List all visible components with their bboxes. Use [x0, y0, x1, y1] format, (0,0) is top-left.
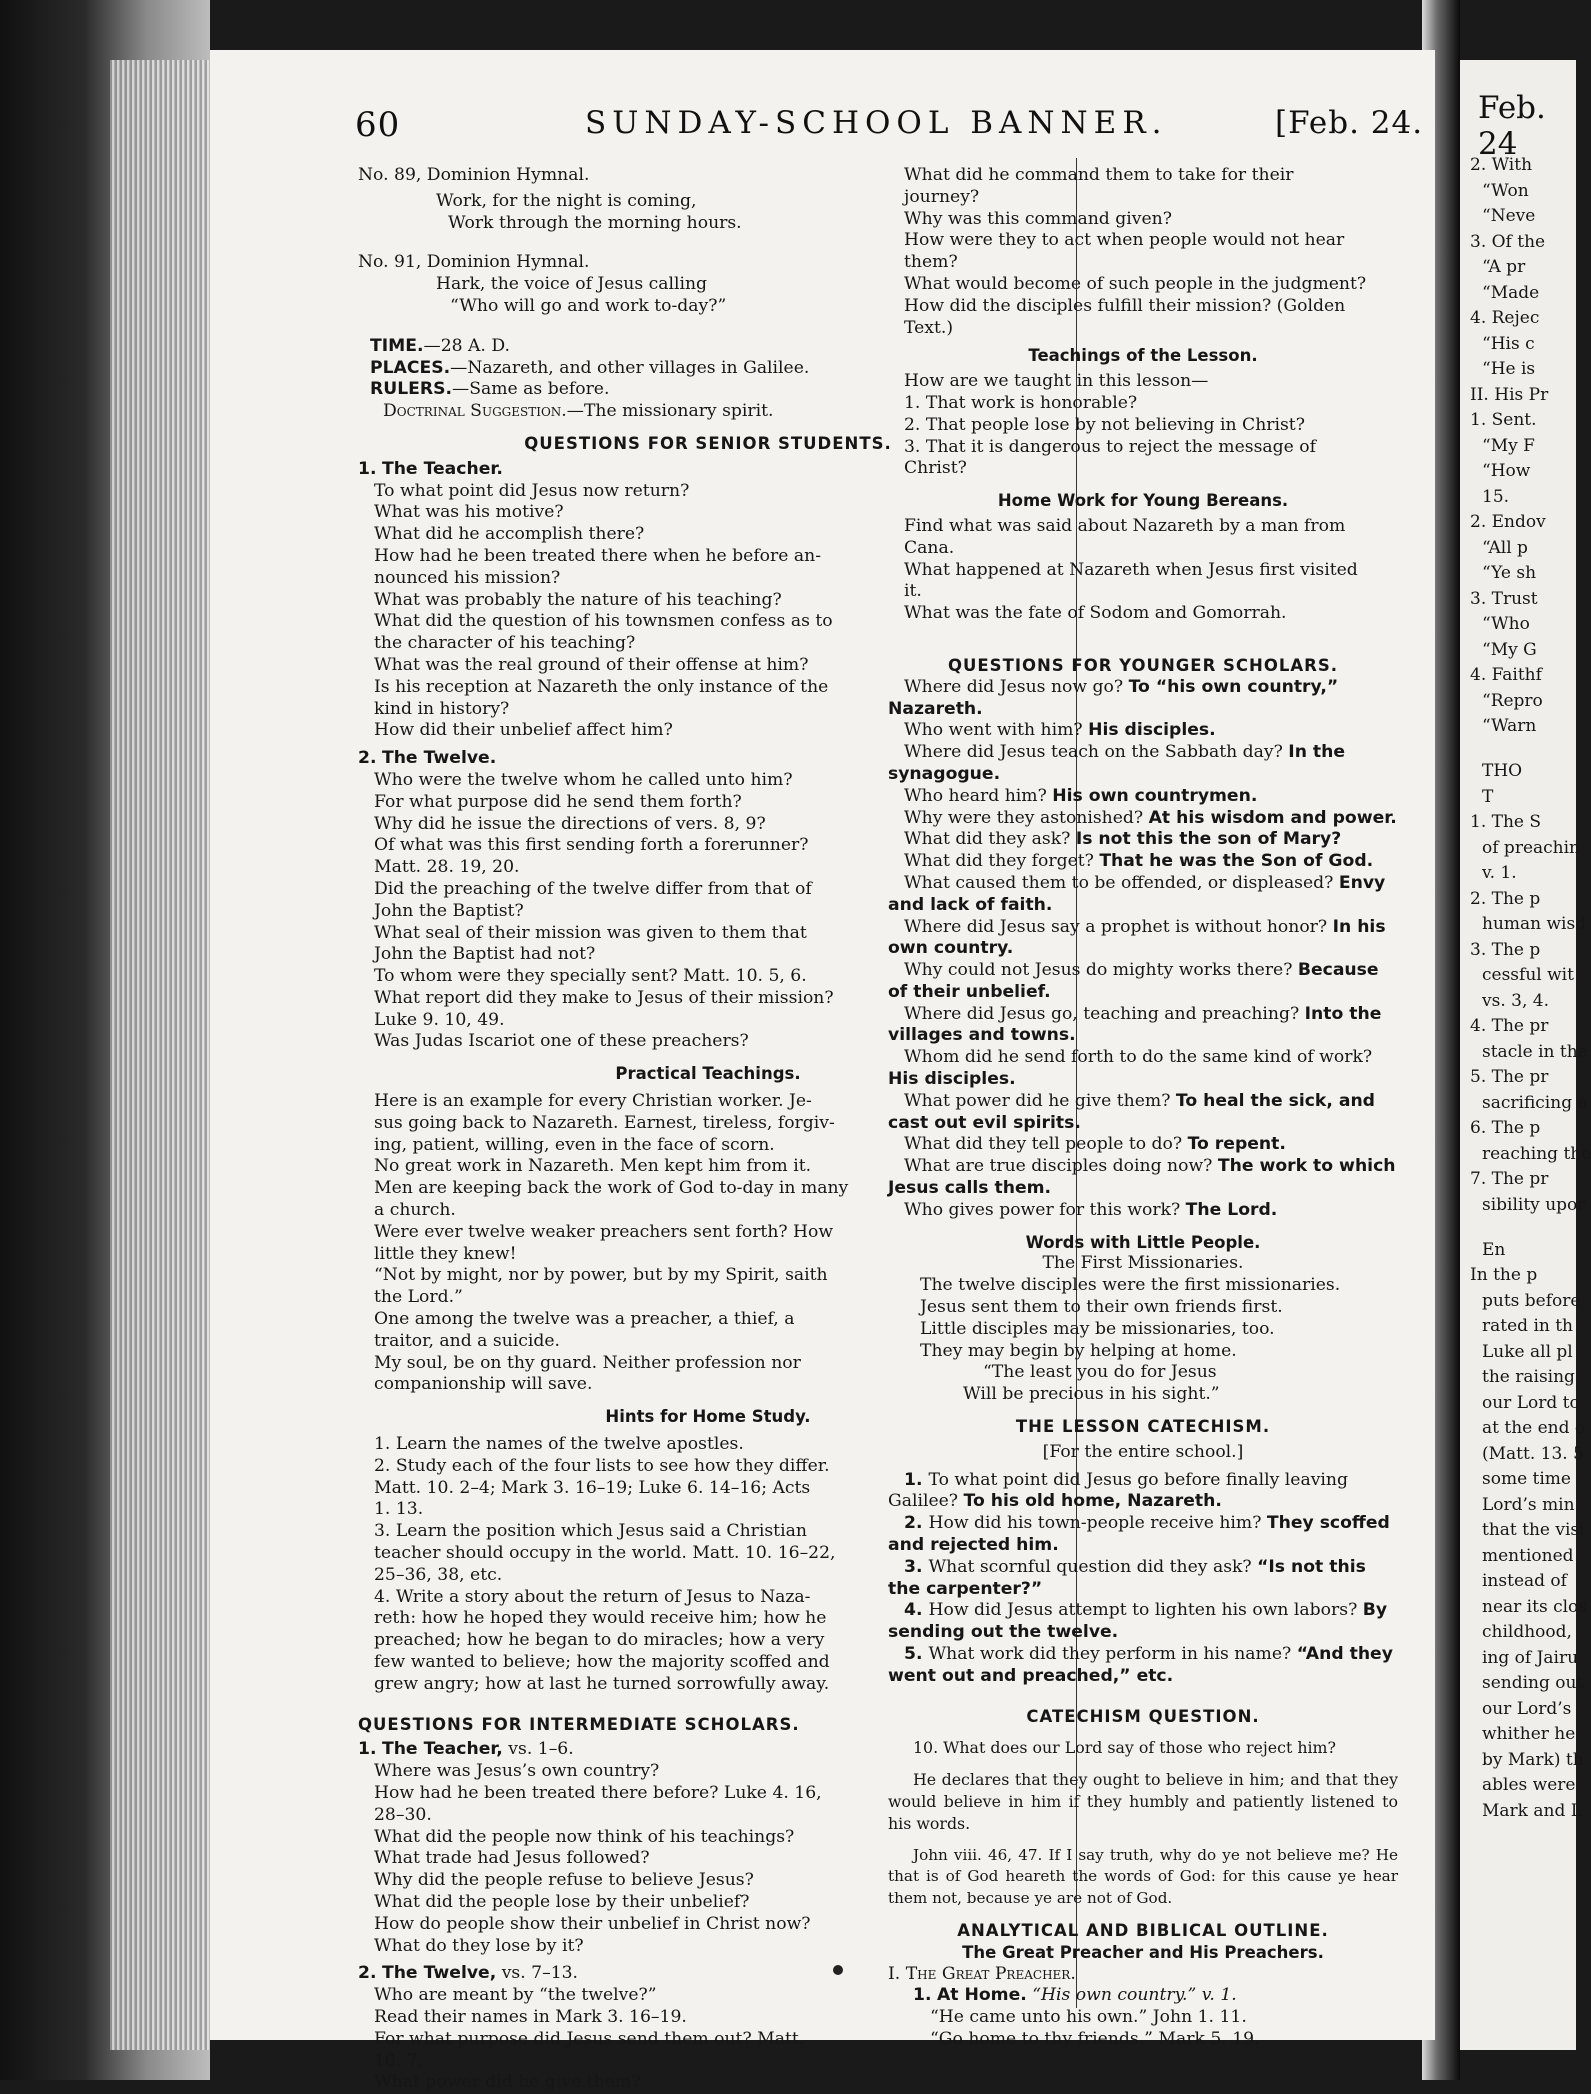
next-page-line: “Made [1482, 282, 1540, 303]
practical-line: traitor, and a suicide. [374, 1330, 561, 1351]
practical-line: Here is an example for every Christian worker. Je- [374, 1091, 812, 1112]
younger-question: What did they tell people to do? [904, 1134, 1188, 1155]
senior-question-line: John the Baptist? [374, 900, 524, 921]
words-line: They may begin by helping at home. [920, 1340, 1237, 1361]
next-page-line: 1. Sent. [1470, 410, 1537, 430]
younger-qa [888, 1091, 1398, 1135]
catechism-answer: By sending out the twelve. [888, 1600, 1388, 1643]
next-page-line: sacrificing a [1482, 1092, 1588, 1113]
younger-question: Why were they astonished? [904, 807, 1149, 828]
outline-heading: ANALYTICAL AND BIBLICAL OUTLINE. [957, 1920, 1329, 1940]
doctrinal-label: Doctrinal Suggestion. [383, 401, 567, 422]
next-page-line: “My F [1482, 435, 1535, 456]
catechism-answer: To his old home, Nazareth. [963, 1491, 1222, 1512]
younger-qa [888, 742, 1398, 786]
younger-qa [888, 1200, 1398, 1222]
homework-line: What was the fate of Sodom and Gomorrah. [904, 603, 1287, 624]
younger-answer: To repent. [1187, 1134, 1286, 1155]
catechism-number: 4. [904, 1600, 929, 1621]
cq-scripture: John viii. 46, 47. If I say truth, why do ye not believe me? He that is of God heareth the words of God: for this cause ye hear them not, because ye are not of God. [888, 1845, 1398, 1908]
younger-answer: The Lord. [1185, 1199, 1278, 1220]
next-page-line: “A pr [1482, 257, 1526, 277]
next-page-line: In the p [1470, 1265, 1538, 1285]
senior-question-line: How did their unbelief affect him? [374, 720, 673, 741]
younger-answer: The work to which Jesus calls them. [888, 1156, 1396, 1199]
catechism-item [888, 1600, 1398, 1644]
catechism-list [888, 1470, 1398, 1688]
outline-1-line2: “He came unto his own.” John 1. 11. [930, 2007, 1247, 2028]
words-line: “The least you do for Jesus [983, 1362, 1217, 1383]
next-page-line: v. 1. [1482, 863, 1517, 883]
senior-s1-title: The Teacher. [381, 458, 503, 479]
next-page-line: “Who [1482, 614, 1530, 634]
teaching-line: How are we taught in this lesson— [904, 371, 1209, 392]
teaching-line: Christ? [904, 458, 967, 479]
next-page-line: T [1482, 786, 1494, 807]
next-page-line: 3. Of the [1470, 231, 1546, 252]
right-column [888, 165, 1398, 2051]
outline-1-line3: “Go home to thy friends.” Mark 5. 19. [930, 2028, 1260, 2049]
catechism-number: 1. [904, 1469, 929, 1490]
younger-question: What did they ask? [904, 829, 1076, 850]
next-page-header: Feb. 24 [1478, 90, 1546, 162]
hint-line: teacher should occupy in the world. Matt. 10. 16–22, [374, 1543, 836, 1564]
question-line: journey? [904, 186, 980, 207]
next-page-line: 3. The p [1470, 939, 1541, 960]
hint-line: 4. Write a story about the return of Jesus to Naza- [374, 1586, 811, 1607]
senior-question-line: John the Baptist had not? [374, 944, 596, 965]
homework-heading: Home Work for Young Bereans. [997, 491, 1289, 511]
teachings-heading: Teachings of the Lesson. [1028, 346, 1258, 366]
senior-question-line: What seal of their mission was given to them that [374, 922, 807, 943]
next-page-line: “His c [1482, 333, 1535, 354]
younger-answer: His disciples. [888, 1069, 1016, 1090]
outline-sub: The Great Preacher and His Preachers. [962, 1942, 1324, 1962]
homework-line: Find what was said about Nazareth by a man from [904, 515, 1346, 536]
hint-line: preached; how he began to do miracles; how a very [374, 1630, 825, 1651]
words-line: Jesus sent them to their own friends first. [920, 1297, 1283, 1318]
next-page-line: 4. Faithf [1470, 665, 1542, 685]
younger-answer: In the synagogue. [888, 742, 1346, 784]
senior-question-line: Of what was this first sending forth a forerunner? [374, 835, 809, 856]
next-page-line: 6. The p [1470, 1118, 1541, 1138]
senior-question-line: Matt. 28. 19, 20. [374, 857, 520, 878]
next-page-line: “Warn [1482, 716, 1537, 736]
hint-line: reth: how he hoped they would receive him; how he [374, 1608, 827, 1629]
younger-answer: To “his own country,” Nazareth. [888, 676, 1339, 719]
inter-question-line: What did the people now think of his teachings? [374, 1826, 795, 1847]
cq-answer: He declares that they ought to believe in him; and that they would believe in him if they humbly and patiently listened to his words. [888, 1770, 1398, 1833]
catechism-answer: “Is not this the carpenter?” [888, 1556, 1366, 1599]
next-page-line: human wisd [1482, 914, 1587, 934]
next-page-line: puts before [1482, 1290, 1581, 1311]
younger-answer: In his own country. [888, 916, 1386, 959]
younger-question: Where did Jesus now go? [904, 676, 1129, 697]
outline-i: I. The Great Preacher. [888, 1963, 1076, 1984]
inter-question-line: Read their names in Mark 3. 16–19. [374, 2006, 687, 2027]
senior-question-line: For what purpose did he send them forth? [374, 791, 742, 812]
younger-question: Who heard him? [904, 785, 1053, 806]
practical-line: sus going back to Nazareth. Earnest, tireless, forgiv- [374, 1112, 835, 1133]
hint-line: grew angry; how at last he turned sorrowfully away. [374, 1673, 830, 1694]
next-page-line: sibility upor [1482, 1194, 1586, 1215]
page-title: SUNDAY-SCHOOL BANNER. [585, 105, 1168, 141]
homework-list [888, 516, 1398, 625]
teaching-line: 2. That people lose by not believing in Christ? [904, 414, 1305, 435]
younger-qa [888, 960, 1398, 1004]
hymn1-line1: Work, for the night is coming, [436, 190, 697, 211]
hint-line: 3. Learn the position which Jesus said a Christian [374, 1521, 807, 1542]
younger-question: Why could not Jesus do mighty works there? [904, 960, 1298, 981]
catechism-question: To what point did Jesus go before finally leaving Galilee? [888, 1469, 1348, 1512]
senior-question-line: nounced his mission? [374, 567, 561, 588]
younger-question: Who gives power for this work? [904, 1199, 1186, 1220]
next-page-line: 4. The pr [1470, 1016, 1549, 1036]
catechism-item [888, 1644, 1398, 1688]
next-page-line: 15. [1482, 486, 1510, 507]
hymn2-line1: Hark, the voice of Jesus calling [436, 274, 708, 295]
question-line: Why was this command given? [904, 208, 1172, 229]
younger-answer: His own countrymen. [1052, 785, 1258, 806]
practical-line: little they knew! [374, 1243, 517, 1264]
next-page-line: childhood, [1482, 1622, 1572, 1642]
hint-line: 2. Study each of the four lists to see how they differ. [374, 1455, 830, 1476]
inter-question-line: What did the people lose by their unbelief? [374, 1891, 750, 1912]
catechism-question: How did Jesus attempt to lighten his own labors? [928, 1600, 1363, 1621]
page-date: [Feb. 24. [1275, 105, 1424, 141]
question-line: Text.) [904, 317, 954, 338]
senior-question-line: How had he been treated there when he before an- [374, 545, 822, 566]
next-page-line: 2. With [1470, 155, 1533, 175]
next-page-line: ing of Jairu [1482, 1647, 1579, 1668]
younger-qa [888, 808, 1398, 830]
next-page-line: “Ye sh [1482, 563, 1537, 583]
younger-qa [888, 829, 1398, 851]
next-page-line: “He is [1482, 359, 1536, 379]
places-label: PLACES. [370, 357, 451, 378]
catechism-heading: THE LESSON CATECHISM. [1015, 1417, 1271, 1437]
words-heading: Words with Little People. [1025, 1232, 1261, 1252]
outline-1-quote: “His own country.” v. 1. [1032, 1985, 1237, 2006]
younger-qa [888, 677, 1398, 721]
practical-line: “Not by might, nor by power, but by my Spirit, saith [374, 1265, 828, 1286]
hymn1-line2: Work through the morning hours. [448, 212, 742, 233]
next-page-line: by Mark) th [1482, 1749, 1584, 1770]
inter-question-line: 10. 7. [374, 2050, 424, 2071]
next-page-line: 7. The pr [1470, 1169, 1549, 1189]
question-line: How were they to act when people would not hear [904, 230, 1345, 251]
next-page-line: 5. The pr [1470, 1067, 1549, 1087]
next-page-line: cessful wit [1482, 965, 1574, 985]
next-page-line: “Repro [1482, 690, 1543, 711]
younger-answer: His disciples. [1088, 720, 1216, 741]
senior-question-line: Who were the twelve whom he called unto him? [374, 769, 793, 790]
page-mark [833, 1965, 843, 1975]
next-page-line: “Neve [1482, 206, 1536, 226]
hymn2-line2: “Who will go and work to-day?” [450, 295, 727, 316]
hints-heading: Hints for Home Study. [605, 1407, 811, 1427]
next-page-line: II. His Pr [1470, 384, 1549, 405]
catechism-question: What work did they perform in his name? [928, 1644, 1297, 1664]
younger-question: What power did he give them? [904, 1090, 1176, 1111]
inter-s2-ref: vs. 7–13. [501, 1963, 579, 1984]
next-page-line: near its clos [1482, 1596, 1587, 1617]
younger-answer: Envy and lack of faith. [888, 872, 1386, 915]
question-line: What would become of such people in the judgment? [904, 273, 1367, 294]
next-page-line: 4. Rejec [1470, 308, 1540, 328]
catechism-number: 2. [904, 1513, 929, 1534]
younger-question: Whom did he send forth to do the same kind of work? [904, 1047, 1373, 1068]
senior-question-line: What was the real ground of their offense at him? [374, 654, 809, 675]
younger-question: Where did Jesus go, teaching and preaching? [904, 1003, 1305, 1024]
next-page-line: 2. The p [1470, 888, 1541, 909]
next-page-line: 3. Trust [1470, 588, 1538, 609]
rulers-label: RULERS. [370, 379, 453, 400]
inter-question-line: Who are meant by “the twelve?” [374, 1985, 657, 2006]
senior-question-line: Why did he issue the directions of vers. 8, 9? [374, 813, 766, 834]
catechism-item [888, 1513, 1398, 1557]
question-line: them? [904, 252, 958, 273]
time-value: —28 A. D. [423, 335, 510, 356]
teaching-line: 1. That work is honorable? [904, 392, 1138, 413]
younger-question: Who went with him? [904, 720, 1089, 741]
next-page-line: stacle in the [1482, 1041, 1588, 1062]
younger-qa [888, 1134, 1398, 1156]
practical-line: ing, patient, willing, even in the face of scorn. [374, 1134, 775, 1155]
practical-heading: Practical Teachings. [615, 1064, 801, 1084]
inter-s1-ref: vs. 1–6. [508, 1739, 574, 1760]
senior-question-line: the character of his teaching? [374, 633, 636, 654]
catechism-number: 5. [904, 1644, 929, 1664]
senior-question-line: kind in history? [374, 698, 510, 719]
catechism-answer: “And they went out and preached,” etc. [888, 1644, 1393, 1686]
next-page-line: Lord’s min [1482, 1494, 1575, 1515]
inter-question-line: For what purpose did Jesus send them out? Matt. [374, 2028, 805, 2049]
younger-answer: Is not this the son of Mary? [1075, 829, 1342, 850]
words-subtitle: The First Missionaries. [1042, 1253, 1244, 1274]
next-page-line: of preachin [1482, 837, 1580, 858]
younger-qa [888, 917, 1398, 961]
catechism-question: What scornful question did they ask? [928, 1556, 1258, 1577]
next-page-line: instead of [1482, 1571, 1567, 1591]
inter-question-line: What trade had Jesus followed? [374, 1848, 650, 1869]
next-page-line: our Lord’s [1482, 1698, 1572, 1719]
next-page-line: vs. 3, 4. [1482, 990, 1549, 1011]
younger-answer: At his wisdom and power. [1148, 807, 1397, 828]
next-page-line: “My G [1482, 639, 1537, 660]
practical-line: the Lord.” [374, 1287, 463, 1308]
next-page-line: En [1482, 1239, 1506, 1260]
younger-question: Where did Jesus teach on the Sabbath day? [904, 742, 1289, 763]
question-line: How did the disciples fulfill their mission? (Golden [904, 295, 1346, 316]
page-edges [110, 60, 210, 2050]
senior-question-line: What was his motive? [374, 502, 564, 523]
practical-line: My soul, be on thy guard. Neither profession nor [374, 1352, 801, 1373]
senior-question-line: To what point did Jesus now return? [374, 480, 690, 501]
question-line: What did he command them to take for their [904, 165, 1294, 185]
younger-answer: Because of their unbelief. [888, 960, 1379, 1002]
next-page-line: reaching the [1482, 1143, 1591, 1164]
younger-answer: Into the villages and towns. [888, 1003, 1382, 1046]
senior-question-line: Was Judas Iscariot one of these preachers? [374, 1031, 749, 1052]
inter-question-line: What power did he give them? [374, 2072, 641, 2093]
younger-question: What caused them to be offended, or displeased? [904, 872, 1339, 893]
hint-line: 1. Learn the names of the twelve apostles. [374, 1434, 744, 1455]
hint-line: 25–36, 38, etc. [374, 1564, 503, 1585]
practical-line: a church. [374, 1200, 456, 1221]
senior-s2-num: 2. [358, 748, 377, 769]
next-page-line: sending out [1482, 1673, 1584, 1693]
next-page-line: ables were [1482, 1775, 1576, 1795]
hint-line: few wanted to believe; how the majority scoffed and [374, 1652, 830, 1672]
catechism-sub: [For the entire school.] [1042, 1441, 1244, 1462]
practical-line: One among the twelve was a preacher, a thief, a [374, 1309, 795, 1330]
inter-s1-num: 1. [358, 1739, 377, 1760]
hymn1-ref: No. 89, Dominion Hymnal. [358, 165, 590, 185]
catechism-item [888, 1557, 1398, 1601]
teachings-list [888, 371, 1398, 480]
inter-question-line: What do they lose by it? [374, 1935, 584, 1956]
younger-answer: To heal the sick, and cast out evil spirits. [888, 1090, 1375, 1133]
next-page-line: Mark and L [1482, 1800, 1583, 1821]
catechism-question: How did his town-people receive him? [928, 1513, 1267, 1534]
catechism-number: 3. [904, 1556, 929, 1577]
outline-1-num: 1. [913, 1985, 932, 2006]
younger-qa [888, 851, 1398, 873]
outline-1-title: At Home. [936, 1985, 1027, 2006]
senior-question-line: To whom were they specially sent? Matt. 10. 5, 6. [374, 966, 807, 987]
next-page-line: THO [1482, 761, 1523, 781]
intermediate-heading: QUESTIONS FOR INTERMEDIATE SCHOLARS. [358, 1714, 800, 1734]
left-page [210, 50, 1435, 2093]
practical-line: No great work in Nazareth. Men kept him from it. [374, 1156, 812, 1177]
inter-s2-num: 2. [358, 1963, 377, 1984]
next-page-line: Luke all pl [1482, 1341, 1573, 1362]
cq-question: 10. What does our Lord say of those who reject him? [913, 1738, 1337, 1758]
younger-heading: QUESTIONS FOR YOUNGER SCHOLARS. [947, 655, 1338, 675]
younger-qa-list [888, 677, 1398, 1222]
senior-question-line: Luke 9. 10, 49. [374, 1009, 505, 1030]
words-lines [888, 1275, 1398, 1406]
words-line: The twelve disciples were the first missionaries. [920, 1275, 1341, 1296]
younger-qa [888, 873, 1398, 917]
words-line: Little disciples may be missionaries, too. [920, 1318, 1275, 1339]
inter-question-line: Where was Jesus’s own country? [374, 1761, 660, 1782]
younger-answer: That he was the Son of God. [1099, 851, 1374, 872]
homework-line: it. [904, 581, 922, 602]
next-page-line: the raising [1482, 1367, 1575, 1387]
next-page-line: mentioned [1482, 1545, 1574, 1566]
younger-qa [888, 1047, 1398, 1091]
top-questions [888, 165, 1398, 339]
younger-qa [888, 1004, 1398, 1048]
time-label: TIME. [370, 335, 424, 356]
senior-question-line: What was probably the nature of his teaching? [374, 589, 782, 610]
hymn2-ref: No. 91, Dominion Hymnal. [358, 252, 590, 273]
senior-s1-num: 1. [358, 458, 377, 479]
next-page-line: “Won [1482, 180, 1529, 201]
inter-s1-title: The Teacher, [381, 1739, 503, 1760]
catechism-item [888, 1470, 1398, 1514]
younger-qa [888, 1156, 1398, 1200]
homework-line: Cana. [904, 537, 955, 558]
practical-line: Were ever twelve weaker preachers sent forth? How [374, 1221, 834, 1242]
inter-question-line: How do people show their unbelief in Christ now? [374, 1913, 811, 1934]
next-page-line: (Matt. 13. 5 [1482, 1443, 1584, 1464]
senior-s2-title: The Twelve. [381, 748, 497, 769]
places-value: —Nazareth, and other villages in Galilee. [450, 357, 810, 378]
younger-question: Where did Jesus say a prophet is without honor? [904, 916, 1333, 937]
senior-question-line: Is his reception at Nazareth the only instance of the [374, 676, 829, 697]
inter-question-line: 28–30. [374, 1804, 432, 1825]
inter-question-line: How had he been treated there before? Luke 4. 16, [374, 1782, 822, 1803]
younger-question: What did they forget? [904, 851, 1100, 872]
next-page-fragment [1460, 60, 1591, 2050]
words-line: Will be precious in his sight.” [963, 1384, 1220, 1405]
next-page-line: 1. The S [1470, 812, 1542, 832]
next-page-line: that the visi [1482, 1520, 1585, 1540]
inter-s2-title: The Twelve, [381, 1963, 497, 1984]
next-page-line: “All p [1482, 537, 1528, 558]
practical-line: companionship will save. [374, 1374, 593, 1395]
inter-question-line: Why did the people refuse to believe Jesus? [374, 1870, 754, 1891]
next-page-line: our Lord to [1482, 1392, 1580, 1413]
senior-question-line: Did the preaching of the twelve differ from that of [374, 878, 812, 899]
hint-line: 1. 13. [374, 1499, 424, 1520]
senior-question-line: What did he accomplish there? [374, 524, 645, 545]
cq-heading: CATECHISM QUESTION. [1026, 1706, 1260, 1726]
younger-qa [888, 786, 1398, 808]
senior-heading: QUESTIONS FOR SENIOR STUDENTS. [524, 433, 892, 453]
senior-question-line: What did the question of his townsmen confess as to [374, 611, 833, 632]
younger-question: What are true disciples doing now? [904, 1156, 1218, 1177]
rulers-value: —Same as before. [452, 379, 610, 400]
hint-line: Matt. 10. 2–4; Mark 3. 16–19; Luke 6. 14–16; Acts [374, 1477, 811, 1498]
next-page-line: rated in th [1482, 1316, 1574, 1336]
next-page-line: “How [1482, 461, 1531, 481]
doctrinal-value: —The missionary spirit. [566, 401, 774, 422]
next-page-line: at the end o [1482, 1418, 1586, 1438]
next-page-line: whither he [1482, 1724, 1576, 1744]
next-page-line: 2. Endov [1470, 512, 1546, 532]
catechism-answer: They scoffed and rejected him. [888, 1513, 1390, 1556]
practical-line: Men are keeping back the work of God to-day in many [374, 1178, 849, 1199]
younger-qa [888, 720, 1398, 742]
teaching-line: 3. That it is dangerous to reject the message of [904, 436, 1316, 457]
next-page-line: some time [1482, 1469, 1571, 1489]
homework-line: What happened at Nazareth when Jesus first visited [904, 559, 1358, 580]
page-number: 60 [355, 105, 401, 145]
senior-question-line: What report did they make to Jesus of their mission? [374, 987, 834, 1008]
